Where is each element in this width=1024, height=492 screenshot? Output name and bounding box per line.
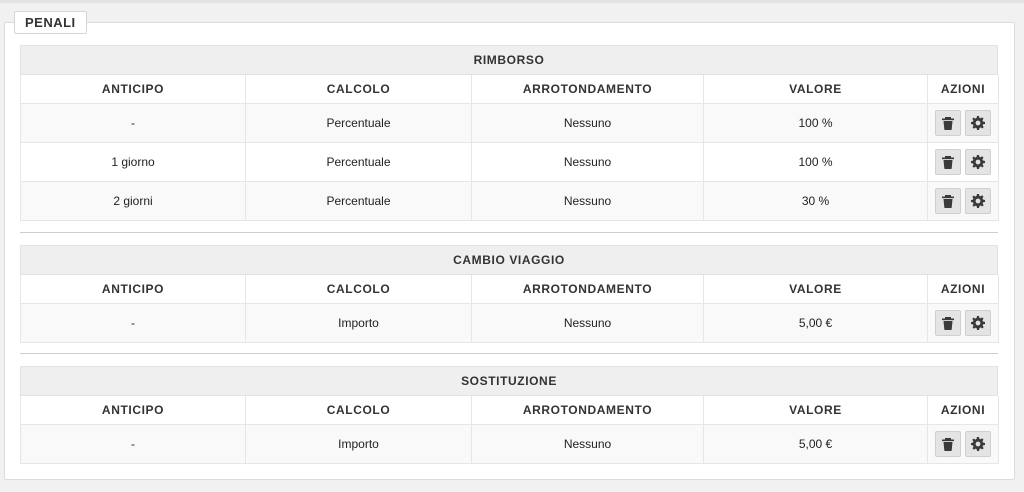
gear-icon: [971, 316, 985, 330]
table-row: [21, 303, 999, 342]
cell-anticipo: -: [21, 424, 246, 463]
cell-valore: 100 %: [704, 103, 928, 142]
settings-button[interactable]: [965, 310, 991, 336]
section-divider: [20, 232, 998, 233]
penalty-table-cambio-viaggio: [20, 275, 999, 343]
cell-anticipo: -: [21, 303, 246, 342]
penalty-table-sostituzione: [20, 396, 999, 464]
settings-button[interactable]: [965, 188, 991, 214]
delete-button[interactable]: [935, 149, 961, 175]
gear-icon: [971, 116, 985, 130]
column-header-valore: VALORE: [704, 75, 928, 103]
table-row: [21, 142, 999, 181]
top-divider: [0, 0, 1024, 3]
column-header-anticipo: ANTICIPO: [21, 75, 246, 103]
row-actions: [928, 188, 998, 214]
cell-calcolo: Percentuale: [246, 142, 472, 181]
cell-azioni: [928, 103, 999, 142]
column-header-arrotondamento: ARROTONDAMENTO: [472, 275, 704, 303]
penalty-table-rimborso: [20, 75, 999, 221]
column-header-arrotondamento: ARROTONDAMENTO: [472, 396, 704, 424]
section-cambio-viaggio: [20, 245, 998, 343]
cell-anticipo: 2 giorni: [21, 181, 246, 220]
cell-azioni: [928, 424, 999, 463]
row-actions: [928, 149, 998, 175]
table-row: [21, 181, 999, 220]
column-header-azioni: AZIONI: [928, 75, 999, 103]
trash-icon: [941, 437, 955, 451]
delete-button[interactable]: [935, 310, 961, 336]
row-actions: [928, 310, 998, 336]
column-header-valore: VALORE: [704, 396, 928, 424]
section-sostituzione: [20, 366, 998, 464]
gear-icon: [971, 155, 985, 169]
cell-valore: 100 %: [704, 142, 928, 181]
section-title: SOSTITUZIONE: [20, 366, 998, 396]
column-header-valore: VALORE: [704, 275, 928, 303]
cell-valore: 30 %: [704, 181, 928, 220]
column-header-calcolo: CALCOLO: [246, 396, 472, 424]
table-row: [21, 424, 999, 463]
cell-calcolo: Percentuale: [246, 103, 472, 142]
cell-valore: 5,00 €: [704, 303, 928, 342]
cell-anticipo: 1 giorno: [21, 142, 246, 181]
column-header-anticipo: ANTICIPO: [21, 275, 246, 303]
delete-button[interactable]: [935, 188, 961, 214]
section-title: RIMBORSO: [20, 45, 998, 75]
table-header-row: [21, 75, 999, 103]
cell-arrotondamento: Nessuno: [472, 181, 704, 220]
cell-calcolo: Percentuale: [246, 181, 472, 220]
column-header-calcolo: CALCOLO: [246, 275, 472, 303]
gear-icon: [971, 194, 985, 208]
column-header-calcolo: CALCOLO: [246, 75, 472, 103]
trash-icon: [941, 155, 955, 169]
column-header-anticipo: ANTICIPO: [21, 396, 246, 424]
cell-calcolo: Importo: [246, 424, 472, 463]
table-header-row: [21, 396, 999, 424]
delete-button[interactable]: [935, 110, 961, 136]
section-title: CAMBIO VIAGGIO: [20, 245, 998, 275]
cell-azioni: [928, 181, 999, 220]
trash-icon: [941, 316, 955, 330]
gear-icon: [971, 437, 985, 451]
cell-arrotondamento: Nessuno: [472, 424, 704, 463]
row-actions: [928, 110, 998, 136]
delete-button[interactable]: [935, 431, 961, 457]
fieldset-legend: PENALI: [14, 11, 87, 34]
table-row: [21, 103, 999, 142]
settings-button[interactable]: [965, 149, 991, 175]
cell-valore: 5,00 €: [704, 424, 928, 463]
trash-icon: [941, 116, 955, 130]
section-divider: [20, 353, 998, 354]
column-header-azioni: AZIONI: [928, 275, 999, 303]
cell-azioni: [928, 142, 999, 181]
table-header-row: [21, 275, 999, 303]
trash-icon: [941, 194, 955, 208]
section-rimborso: [20, 45, 998, 221]
row-actions: [928, 431, 998, 457]
cell-azioni: [928, 303, 999, 342]
column-header-arrotondamento: ARROTONDAMENTO: [472, 75, 704, 103]
cell-calcolo: Importo: [246, 303, 472, 342]
cell-arrotondamento: Nessuno: [472, 303, 704, 342]
cell-arrotondamento: Nessuno: [472, 142, 704, 181]
cell-arrotondamento: Nessuno: [472, 103, 704, 142]
settings-button[interactable]: [965, 431, 991, 457]
settings-button[interactable]: [965, 110, 991, 136]
cell-anticipo: -: [21, 103, 246, 142]
column-header-azioni: AZIONI: [928, 396, 999, 424]
